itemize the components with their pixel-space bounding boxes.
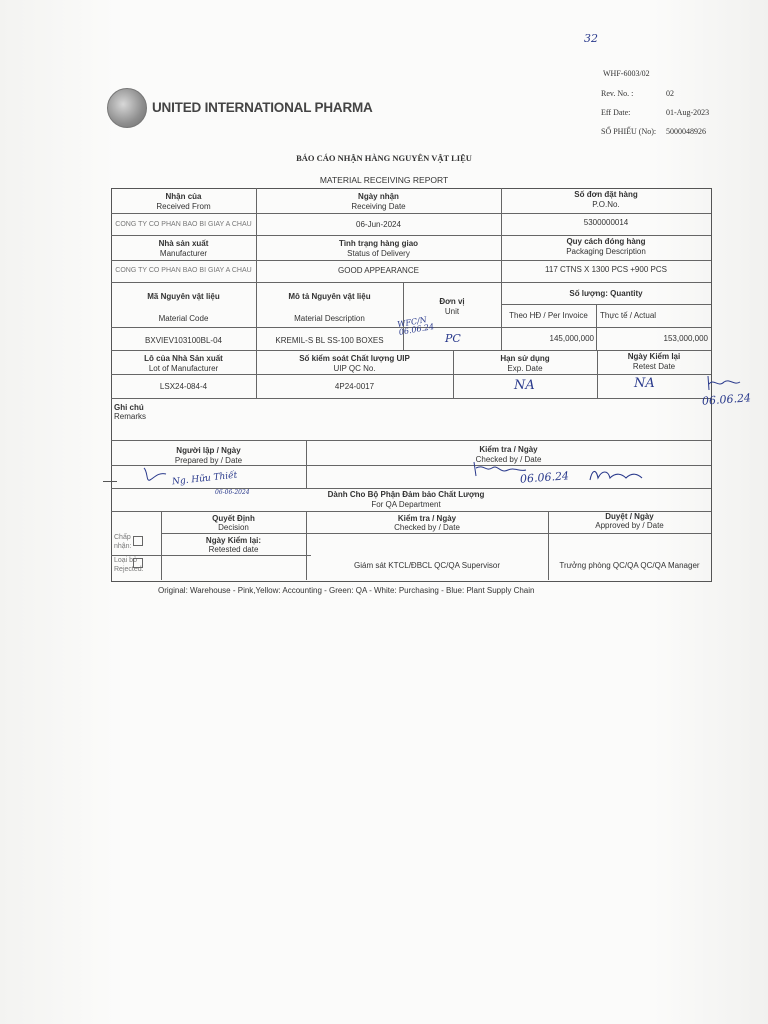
title-en: MATERIAL RECEIVING REPORT [319,175,449,185]
checker-signature-mark [470,458,530,480]
qc-label-vn: Số kiểm soát Chất lượng UIP [299,354,410,363]
packaging-label-en: Packaging Description [566,247,646,256]
checked-date: 06.06.24 [519,469,570,486]
status-label-en: Status of Delivery [347,249,410,258]
receiving-date-value: 06-Jun-2024 [356,220,401,229]
margin-date: 06.06.24 [701,391,752,408]
unit-handwritten-note: WFC/N 06.06.24 [396,315,435,337]
title-vn: BÁO CÁO NHẬN HÀNG NGUYÊN VẬT LIỆU [296,153,472,163]
prepared-label-vn: Người lập / Ngày [176,446,241,455]
retest-label-en: Retest Date [632,362,676,371]
per-invoice-label: Theo HĐ / Per Invoice [509,311,588,320]
manufacturer-value: CONG TY CO PHAN BAO BI GIAY A CHAU [115,267,252,274]
packaging-label-vn: Quy cách đóng hàng [566,237,646,246]
company-name: UNITED INTERNATIONAL PHARMA [152,100,373,115]
status-label-vn: Tình trạng hàng giao [338,239,419,248]
material-code-value: BXVIEV103100BL-04 [145,336,222,345]
qa-checked-label-vn: Kiểm tra / Ngày [397,514,457,523]
exp-label-vn: Hạn sử dụng [500,354,550,363]
lot-value: LSX24-084-4 [159,382,208,391]
accept-label-vn: Chấp [114,534,131,541]
margin-dash [103,481,117,482]
qa-supervisor-label: Giám sát KTCL/ĐBCL QC/QA Supervisor [354,561,500,570]
material-desc-label-en: Material Description [294,314,365,323]
material-desc-label-vn: Mô tả Nguyên vật liệu [288,292,371,301]
receiving-date-label-vn: Ngày nhận [358,192,399,201]
material-code-label-vn: Mã Nguyên vật liệu [147,292,220,301]
lot-label-vn: Lô của Nhà Sản xuất [144,354,223,363]
packaging-value: 117 CTNS X 1300 PCS +900 PCS [545,265,667,274]
retest-value: NA [634,376,655,391]
actual-label: Thực tế / Actual [600,311,657,320]
remarks-label-en: Remarks [114,412,147,421]
manufacturer-label-en: Manufacturer [159,249,208,258]
retest-date-label-vn: Ngày Kiểm lại: [205,536,262,545]
company-logo-icon [107,88,147,128]
received-from-label-en: Received From [156,202,211,211]
prepared-date: 06-06-2024 [215,489,250,496]
reject-checkbox[interactable] [133,558,143,568]
actual-value: 153,000,000 [663,334,708,343]
margin-signature-mark [704,372,744,394]
accept-label-vn2: nhận: [114,543,132,550]
qa-manager-label: Trưởng phòng QC/QA QC/QA Manager [559,561,700,570]
prepared-signature-mark [140,462,170,488]
qc-label-en: UIP QC No. [333,364,376,373]
unit-label-vn: Đơn vị [439,297,465,306]
accept-checkbox[interactable] [133,536,143,546]
qa-checked-label-en: Checked by / Date [394,523,460,532]
po-label-en: P.O.No. [592,200,620,209]
checked-label-vn: Kiểm tra / Ngày [479,445,538,454]
eff-label: Eff Date: [601,108,631,117]
eff-value: 01-Aug-2023 [666,108,710,117]
remarks-label-vn: Ghi chú [114,403,144,412]
approved-label-en: Approved by / Date [595,521,664,530]
lot-label-en: Lot of Manufacturer [148,364,219,373]
decision-label-en: Decision [218,523,249,532]
rev-value: 02 [666,89,674,98]
material-code-label-en: Material Code [158,314,209,323]
unit-label-en: Unit [444,307,460,316]
page-mark: 32 [584,32,598,45]
decision-label-vn: Quyết Định [212,514,255,523]
unit-value: PC [445,332,461,345]
so-phieu-value: 5000048926 [666,127,706,136]
per-invoice-value: 145,000,000 [549,334,594,343]
reject-label-en: Rejected: [114,566,144,573]
reject-label-vn: Loại bỏ [114,557,137,564]
checked-label-en: Checked by / Date [475,455,542,464]
distribution-footer: Original: Warehouse - Pink,Yellow: Accounting - Green: QA - White: Purchasing - Blue: Plant Supply Chain [158,586,535,595]
rev-label: Rev. No. : [601,89,634,98]
doc-code: WHF-6003/02 [603,69,650,78]
prepared-signature: Ng. Hữu Thiết [171,470,238,488]
quantity-label: Số lượng: Quantity [569,289,643,298]
po-value: 5300000014 [583,218,629,227]
checker-name-mark [586,464,646,486]
qa-section-vn: Dành Cho Bộ Phận Đảm bảo Chất Lượng [327,490,485,499]
prepared-label-en: Prepared by / Date [174,456,243,465]
material-desc-value: KREMIL-S BL SS-100 BOXES [275,336,384,345]
receiving-date-label-en: Receiving Date [351,202,406,211]
po-label-vn: Số đơn đặt hàng [574,190,638,199]
received-from-value: CONG TY CO PHAN BAO BI GIAY A CHAU [115,221,252,228]
status-value: GOOD APPEARANCE [338,266,419,275]
so-phieu-label: SỐ PHIẾU (No): [601,127,657,136]
qc-value: 4P24-0017 [334,382,375,391]
received-from-label-vn: Nhận của [165,192,202,201]
retest-date-label-en: Retested date [208,545,259,554]
exp-label-en: Exp. Date [507,364,543,373]
qa-section-en: For QA Department [371,500,441,509]
exp-value: NA [514,378,535,393]
approved-label-vn: Duyệt / Ngày [605,512,654,521]
manufacturer-label-vn: Nhà sản xuất [158,239,209,248]
retest-label-vn: Ngày Kiểm lại [627,352,681,361]
